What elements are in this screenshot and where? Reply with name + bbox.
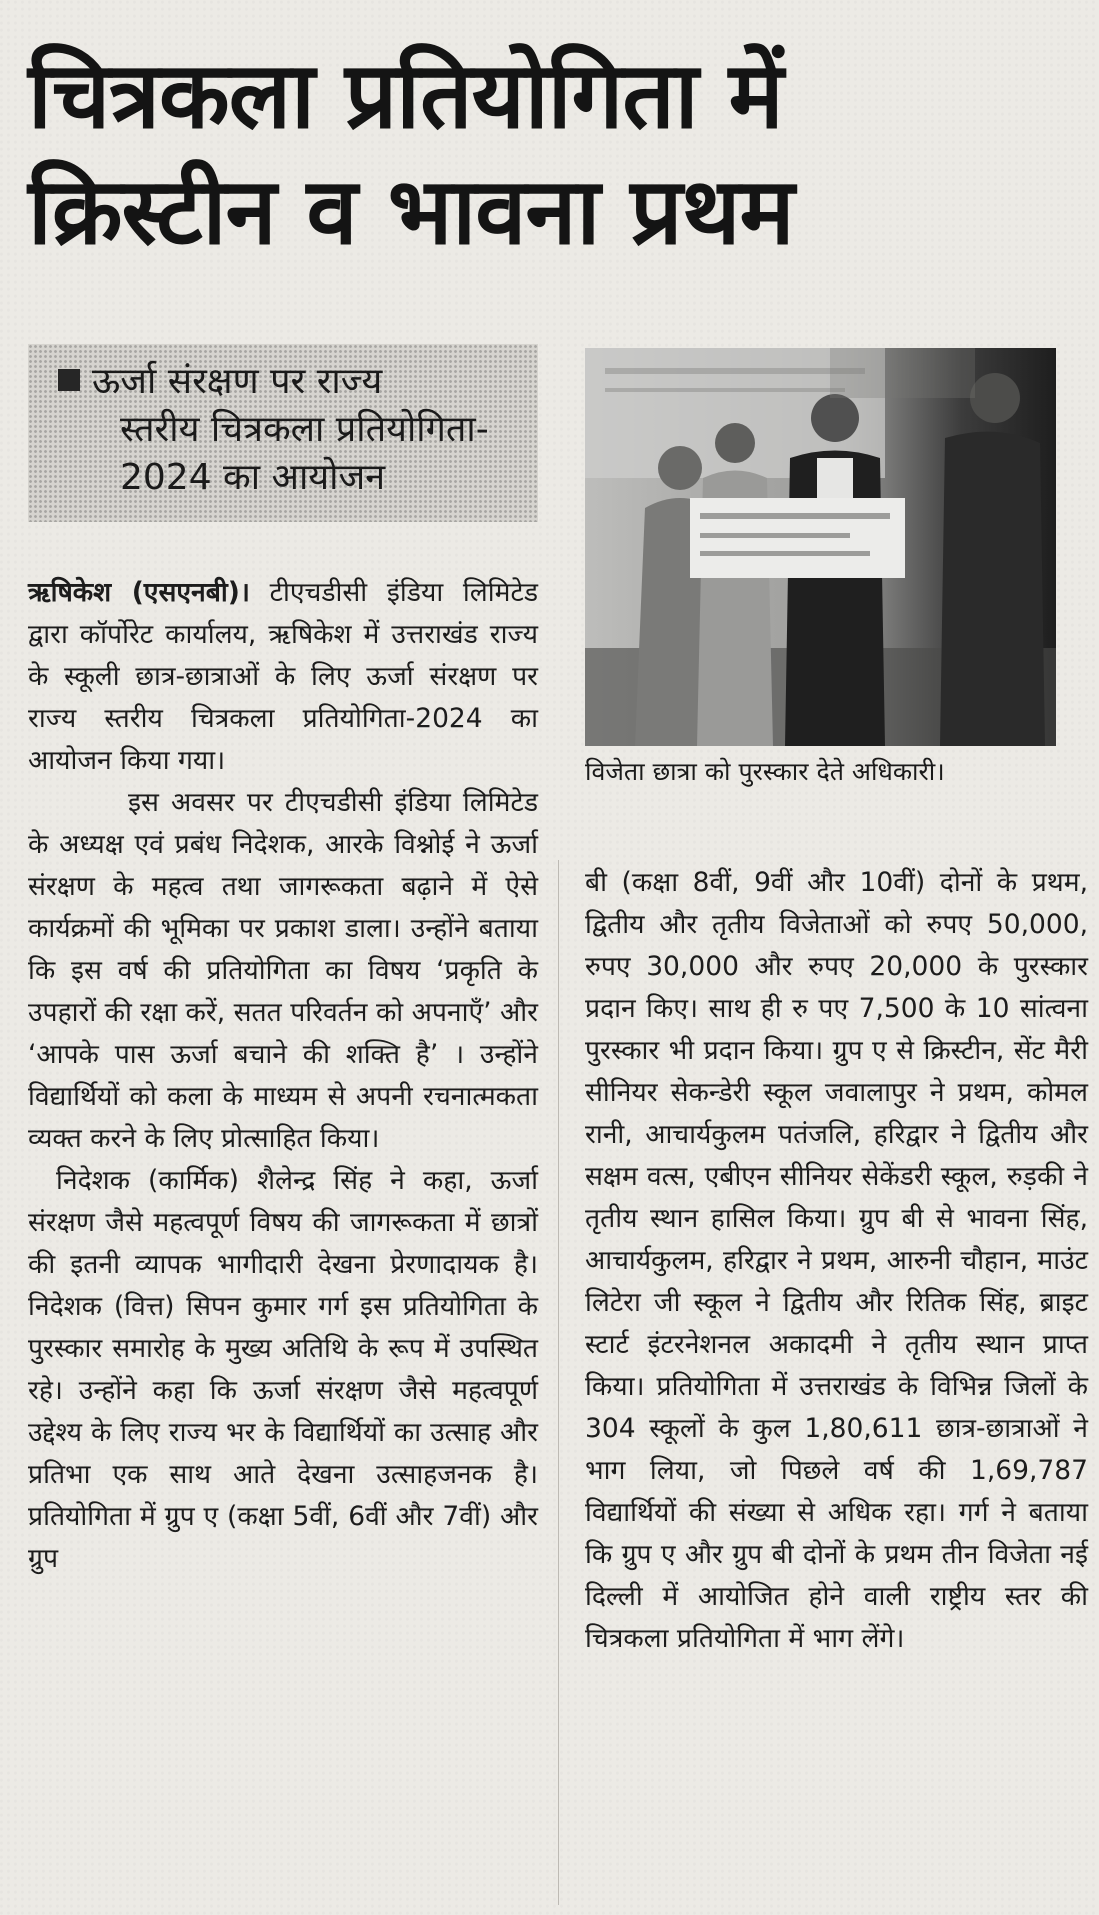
dateline: ऋषिकेश (एसएनबी)। xyxy=(28,577,250,608)
column-divider xyxy=(558,860,559,1905)
paragraph-1-text: टीएचडीसी इंडिया लिमिटेड द्वारा कॉर्पोरेट कार्यालय, ऋषिकेश में उत्तराखंड राज्य के स्कूली छात्र-छात्राओं के लिए ऊर्जा संरक्षण पर राज्य स्तरीय चित्रकला प्रतियोगिता-2024 का आयोजन किया गया। xyxy=(28,577,538,776)
square-bullet-icon xyxy=(58,369,80,391)
subheading-box xyxy=(28,344,538,522)
award-ceremony-image xyxy=(585,348,1056,746)
paragraph-1 xyxy=(28,572,538,782)
headline-line-2: क्रिस्टीन व भावना प्रथम xyxy=(28,158,794,265)
photo-caption: विजेता छात्रा को पुरस्कार देते अधिकारी। xyxy=(585,757,945,786)
subheading-line-3: 2024 का आयोजन xyxy=(120,457,386,498)
paragraph-4: बी (कक्षा 8वीं, 9वीं और 10वीं) दोनों के प्रथम, द्वितीय और तृतीय विजेताओं को रुपए 50,000, रुपए 30,000 और रुपए 20,000 के पुरस्कार प्रदान किए। साथ ही रु पए 7,500 के 10 सांत्वना पुरस्कार भी प्रदान किया। ग्रुप ए से क्रिस्टीन, सेंट मैरी सीनियर सेकन्डेरी स्कूल जवालापुर ने प्रथम, कोमल रानी, आचार्यकुलम पतंजलि, हरिद्वार ने द्वितीय और सक्षम वत्स, एबीएन सीनियर सेकेंडरी स्कूल, रुड़की ने तृतीय स्थान हासिल किया। ग्रुप बी से भावना सिंह, आचार्यकुलम, हरिद्वार ने प्रथम, आरुनी चौहान, माउंट लिटेरा जी स्कूल ने द्वितीय और रितिक सिंह, ब्राइट स्टार्ट इंटरनेशनल अकादमी ने तृतीय स्थान प्राप्त किया। प्रतियोगिता में उत्तराखंड के विभिन्न जिलों के 304 स्कूलों के कुल 1,80,611 छात्र-छात्राओं ने भाग लिया, जो पिछले वर्ष की 1,69,787 विद्यार्थियों की संख्या से अधिक रहा। गर्ग ने बताया कि ग्रुप ए और ग्रुप बी दोनों के प्रथम तीन विजेता नई दिल्ली में आयोजित होने वाली राष्ट्रीय स्तर की चित्रकला प्रतियोगिता में भाग लेंगे। xyxy=(585,867,1088,1654)
paragraph-3: निदेशक (कार्मिक) शैलेन्द्र सिंह ने कहा, ऊर्जा संरक्षण जैसे महत्वपूर्ण विषय की जागरूकता में छात्रों की इतनी व्यापक भागीदारी देखना प्रेरणादायक है। निदेशक (वित्त) सिपन कुमार गर्ग इस प्रतियोगिता के पुरस्कार समारोह के मुख्य अतिथि के रूप में उपस्थित रहे। उन्होंने कहा कि ऊर्जा संरक्षण जैसे महत्वपूर्ण उद्देश्य के लिए राज्य भर के विद्यार्थियों का उत्साह और प्रतिभा एक साथ आते देखना उत्साहजनक है। प्रतियोगिता में ग्रुप ए (कक्षा 5वीं, 6वीं और 7वीं) और ग्रुप xyxy=(28,1165,538,1574)
headline-line-1: चित्रकला प्रतियोगिता में xyxy=(28,42,783,149)
award-photo xyxy=(585,348,1056,746)
article-column-right xyxy=(585,862,1088,1660)
subheading-line-2: स्तरीय चित्रकला प्रतियोगिता- xyxy=(120,409,489,450)
subheading-line-1: ऊर्जा संरक्षण पर राज्य xyxy=(92,361,383,402)
paragraph-2: इस अवसर पर टीएचडीसी इंडिया लिमिटेड के अध्यक्ष एवं प्रबंध निदेशक, आरके विश्नोई ने ऊर्जा संरक्षण के महत्व तथा जागरूकता बढ़ाने में ऐसे कार्यक्रमों की भूमिका पर प्रकाश डाला। उन्होंने बताया कि इस वर्ष की प्रतियोगिता का विषय ‘प्रकृति के उपहारों की रक्षा करें, सतत परिवर्तन को अपनाएँ’ और ‘आपके पास ऊर्जा बचाने की शक्ति है’ । उन्होंने विद्यार्थियों को कला के माध्यम से अपनी रचनात्मकता व्यक्त करने के लिए प्रोत्साहित किया। xyxy=(28,787,538,1154)
article-column-left xyxy=(28,572,538,1580)
headline xyxy=(28,38,1078,270)
